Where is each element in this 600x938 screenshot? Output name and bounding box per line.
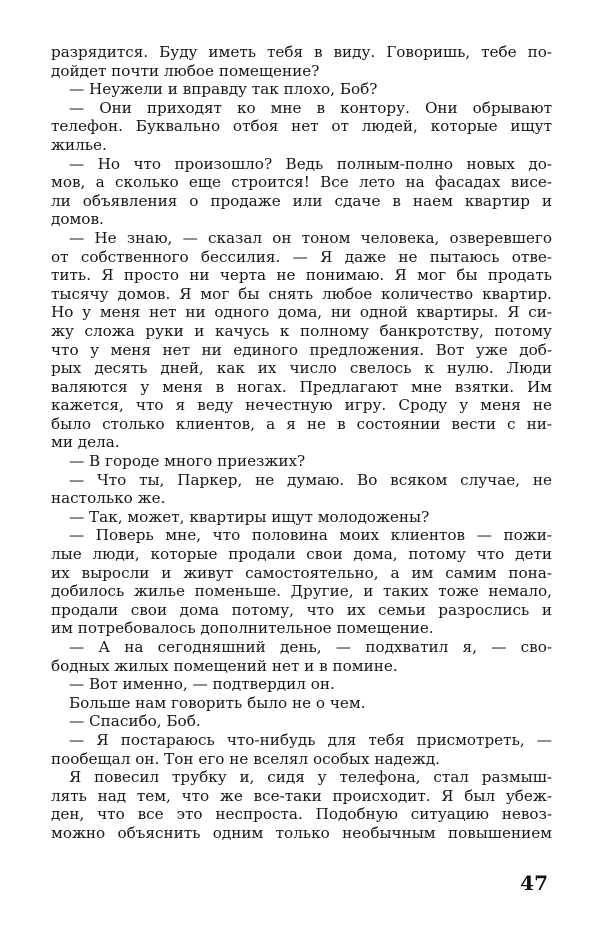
text-line: лые люди, которые продали свои дома, потому что дети — [51, 545, 552, 564]
text-line: — Поверь мне, что половина моих клиентов — пожи- — [69, 526, 552, 545]
text-line: — Они приходят ко мне в контору. Они обрывают — [69, 98, 552, 117]
text-line: Я повесил трубку и, сидя у телефона, стал размыш- — [69, 768, 552, 787]
text-line: — Спасибо, Боб. — [69, 712, 201, 731]
text-line: дойдет почти любое помещение? — [51, 61, 320, 80]
text-line: от собственного бессилия. — Я даже не пытаюсь отве- — [51, 247, 552, 266]
text-line: разрядится. Буду иметь тебя в виду. Говоришь, тебе по- — [51, 43, 552, 61]
text-line: — Не знаю, — сказал он тоном человека, озверевшего — [69, 228, 552, 247]
text-line: валяются у меня в ногах. Предлагают мне взятки. Им — [51, 377, 552, 396]
text-line: тысячу домов. Я мог бы снять любое количество квартир. — [51, 284, 552, 303]
text-line: — Я постараюсь что-нибудь для тебя присмотреть, — — [69, 730, 552, 749]
text-line: домов. — [51, 210, 104, 229]
text-line: Но у меня нет ни одного дома, ни одной квартиры. Я си- — [51, 303, 552, 322]
text-line: Больше нам говорить было не о чем. — [69, 693, 366, 712]
text-line: пообещал он. Тон его не вселял особых надежд. — [51, 749, 441, 768]
text-line: бодных жилых помещений нет и в помине. — [51, 656, 398, 675]
text-line: — Так, может, квартиры ищут молодожены? — [69, 507, 430, 526]
text-line: добилось жилье поменьше. Другие, и таких тоже немало, — [51, 582, 552, 601]
text-line: ли объявления о продаже или сдаче в наем квартир и — [51, 191, 552, 210]
text-line: настолько же. — [51, 489, 166, 508]
text-line: — Что ты, Паркер, не думаю. Во всяком случае, не — [69, 470, 552, 489]
text-line: — Но что произошло? Ведь полным-полно новых до- — [69, 154, 552, 173]
body-text — [51, 43, 552, 843]
text-line: рых десять дней, как их число свелось к нулю. Люди — [51, 359, 552, 378]
text-line: тить. Я просто ни черта не понимаю. Я мог бы продать — [51, 266, 552, 285]
text-line: жилье. — [51, 135, 107, 154]
text-line: лять над тем, что же все-таки происходит. Я был убеж- — [51, 786, 552, 805]
text-line: ми дела. — [51, 433, 120, 452]
text-line: им потребовалось дополнительное помещение. — [51, 619, 434, 638]
text-line: их выросли и живут самостоятельно, а им самим пона- — [51, 563, 552, 582]
book-page — [51, 43, 552, 933]
text-line: ден, что все это неспроста. Подобную ситуацию невоз- — [51, 805, 552, 824]
text-line: кажется, что я веду нечестную игру. Сроду у меня не — [51, 396, 552, 415]
text-line: можно объяснить одним только необычным повышением — [51, 823, 552, 842]
text-line: мов, а сколько еще строится! Все лето на фасадах висе- — [51, 173, 552, 192]
text-line: — Неужели и вправду так плохо, Боб? — [69, 80, 378, 99]
text-line: было столько клиентов, а я не в состоянии вести с ни- — [51, 414, 552, 433]
text-line: телефон. Буквально отбоя нет от людей, которые ищут — [51, 117, 552, 136]
page-number: 47 — [520, 871, 548, 895]
text-line: — В городе много приезжих? — [69, 452, 306, 471]
text-line: что у меня нет ни единого предложения. Вот уже доб- — [51, 340, 552, 359]
text-line: — Вот именно, — подтвердил он. — [69, 675, 335, 694]
text-line: жу сложа руки и качусь к полному банкротству, потому — [51, 321, 552, 340]
text-line: — А на сегодняшний день, — подхватил я, — сво- — [69, 638, 552, 656]
text-line: продали свои дома потому, что их семьи разрослись и — [51, 600, 552, 619]
